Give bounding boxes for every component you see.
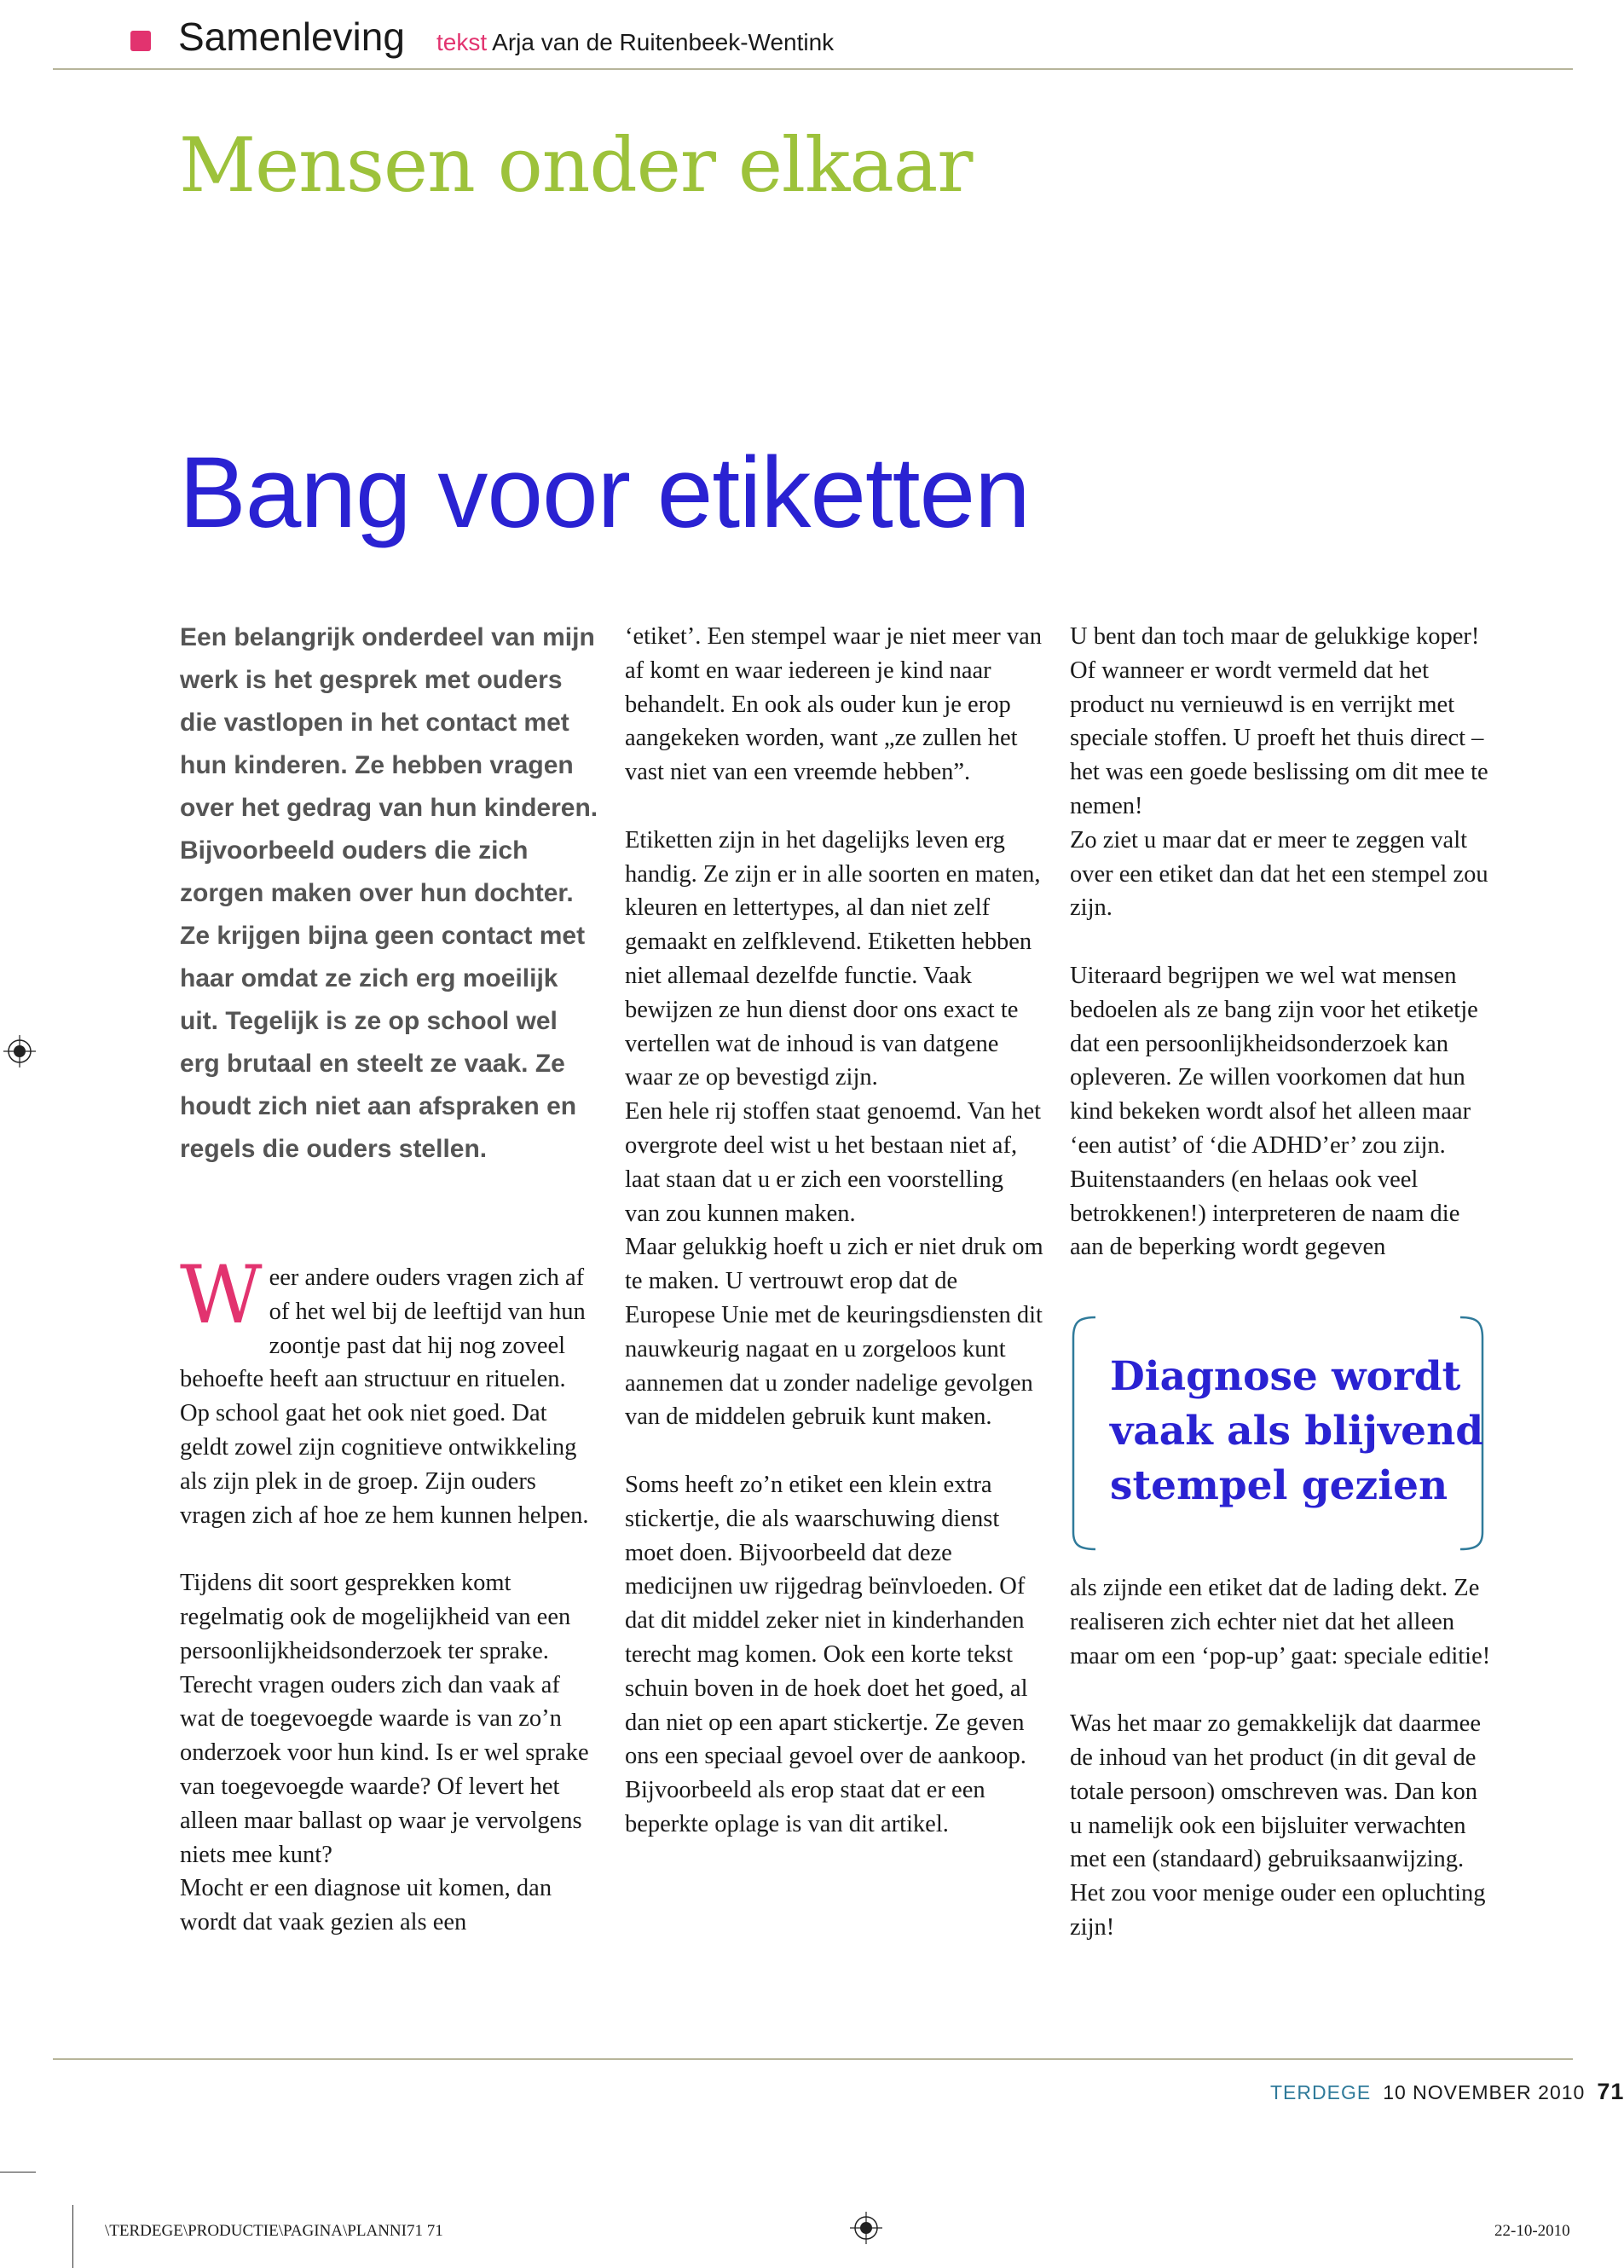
registration-mark-icon [850,2212,882,2244]
pull-quote-box [1070,1314,1486,1553]
body-column-3-continued [1070,1571,1492,1945]
crop-mark [0,2172,36,2173]
byline-label: tekst [436,29,488,55]
body-column-2 [625,620,1044,1842]
body-paragraph [1070,620,1492,925]
paragraph-text: Mocht er een diagnose uit komen, dan wordt dat vaak gezien als een [180,1875,552,1936]
rubric-title: Mensen onder elkaar [179,121,973,209]
section-marker-square [130,31,151,51]
byline [436,29,834,56]
body-paragraph: Was het maar zo gemakkelijk dat daarmee de inhoud van het product (in dit geval de totale persoon) omschreven was. Dan kon u namelijk ook een bijsluiter verwachten met een (standaard) gebruiksaanwijzing. Het zou voor menige ouder een opluchting zijn! [1070,1710,1486,1941]
intro-paragraph: Een belangrijk onderdeel van mijn werk is het gesprek met ouders die vastlopen in het contact met hun kinderen. Ze hebben vragen over het gedrag van hun kinderen. Bijvoorbeeld ouders die zich zorgen maken over hun dochter. Ze krijgen bijna geen contact met haar omdat ze zich erg moeilijk uit. Tegelijk is ze op school wel erg brutaal en steelt ze vaak. Ze houdt zich niet aan afspraken en regels die ouders stellen. [180,623,598,1163]
bottom-rule [53,2058,1573,2060]
body-paragraph [625,824,1044,1434]
article-title: Bang voor etiketten [179,437,1030,549]
paragraph-text: Maar gelukkig hoeft u zich er niet druk om te maken. U vertrouwt erop dat de Europese Unie met de keuringsdiensten dit nauwkeurig nagaat en u zorgeloos kunt aannemen dat u zonder nadelige gevolgen van de middelen gebruik kunt maken. [625,1234,1043,1431]
body-column-1 [180,1249,595,1940]
author-name: Arja van de Ruitenbeek-Wentink [492,29,835,55]
section-label: Samenleving [178,14,405,59]
paragraph-text: Zo ziet u maar dat er meer te zeggen valt over een etiket dan dat het een stempel zou zijn. [1070,826,1488,922]
body-paragraph: Uiteraard begrijpen we wel wat mensen bedoelen als ze bang zijn voor het etiketje dat een persoonlijkheidsonderzoek kan opleveren. Ze willen voorkomen dat hun kind bekeken wordt alsof het alleen maar ‘een autist’ of ‘die ADHD’er’ zou zijn. Buitenstaanders (en helaas ook veel betrokkenen!) interpreteren de naam die aan de beperking wordt gegeven [1070,962,1478,1261]
drop-cap: W [180,1249,263,1342]
registration-mark-icon [3,1035,36,1067]
print-slug-date: 22-10-2010 [1494,2222,1570,2240]
paragraph-text: U bent dan toch maar de gelukkige koper! Of wanneer er wordt vermeld dat het product nu vernieuwd is en verrijkt met speciale stoffen. U proeft het thuis direct – het was een goede beslissing om dit mee te nemen! [1070,623,1488,819]
paragraph-text: Etiketten zijn in het dagelijks leven erg handig. Ze zijn er in alle soorten en maten, kleuren en lettertypes, al dan niet zelf gemaakt en zelfklevend. Etiketten hebben niet allemaal dezelfde functie. Vaak bewijzen ze hun dienst door ons exact te vertellen wat de inhoud is van datgene waar ze op bevestigd zijn. [625,826,1041,1091]
top-rule [53,68,1573,70]
pull-quote-text: Diagnose wordt vaak als blijvend stempel gezien [1110,1353,1484,1509]
paragraph-text: Tijdens dit soort gesprekken komt regelmatig ook de mogelijkheid van een persoonlijkheidsonderzoek ter sprake. Terecht vragen ouders zich dan vaak af wat de toegevoegde waarde is van zo’n onderzoek voor hun kind. Is er wel sprake van toegevoegde waarde? Of levert het alleen maar ballast op waar je vervolgens niets mee kunt? [180,1570,589,1868]
magazine-name: TERDEGE [1270,2081,1372,2103]
crop-mark [72,2205,73,2268]
body-paragraph: ‘etiket’. Een stempel waar je niet meer van af komt en waar iedereen je kind naar behandelt. En ook als ouder kun je erop aangekeken worden, want „ze zullen het vast niet van een vreemde hebben”. [625,623,1043,786]
issue-date: 10 NOVEMBER 2010 [1383,2081,1586,2103]
body-paragraph [180,1249,595,1532]
paragraph-text: eer andere ouders vragen zich af of het wel bij de leeftijd van hun zoontje past dat hij nog zoveel behoefte heeft aan structuur en rituelen. Op school gaat het ook niet goed. Dat geldt zowel zijn cognitieve ontwikkeling als zijn plek in de groep. Zijn ouders vragen zich af hoe ze hem kunnen helpen. [180,1264,589,1529]
body-paragraph: als zijnde een etiket dat de lading dekt. Ze realiseren zich echter niet dat het alleen maar om een ‘pop-up’ gaat: speciale editie! [1070,1575,1491,1669]
body-column-3 [1070,620,1492,1264]
body-paragraph: Soms heeft zo’n etiket een klein extra stickertje, die als waarschuwing dienst moet doen. Bijvoorbeeld dat deze medicijnen uw rijgedrag beïnvloeden. Of dat dit middel zeker niet in kinderhanden terecht mag komen. Ook een korte tekst schuin boven in de hoek doet het goed, al dan niet op een apart stickertje. Ze geven ons een speciaal gevoel over de aankoop. Bijvoorbeeld als erop staat dat er een beperkte oplage is van dit artikel. [625,1471,1028,1837]
body-paragraph [180,1566,595,1940]
print-slug-path: \TERDEGE\PRODUCTIE\PAGINA\PLANNI71 71 [105,2222,443,2240]
paragraph-text: Een hele rij stoffen staat genoemd. Van het overgrote deel wist u het bestaan niet af, laat staan dat u er zich een voorstelling van zou kunnen maken. [625,1098,1042,1227]
page-number: 71 [1597,2079,1624,2104]
page-footer [1270,2079,1624,2105]
